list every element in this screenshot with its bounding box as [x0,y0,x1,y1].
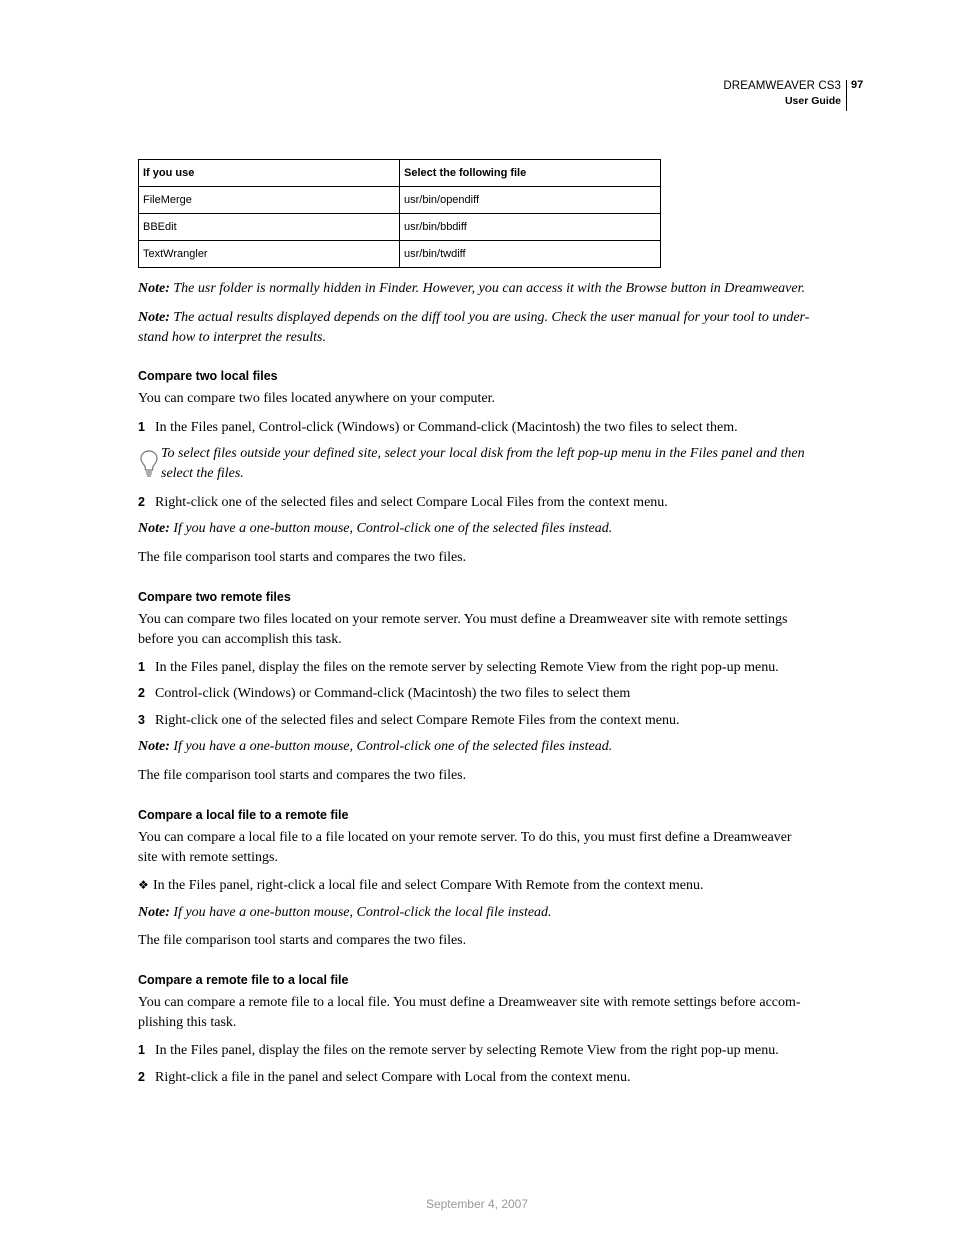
paragraph: You can compare two files located anywhere on your computer. [138,391,496,406]
table-row [139,214,661,241]
paragraph: The file comparison tool starts and compares the two files. [138,768,467,783]
table-cell: usr/bin/opendiff [400,187,661,214]
lightbulb-icon [139,449,159,479]
note-one-button-mouse: Note: If you have a one-button mouse, Control-click one of the selected files instead. [138,739,613,754]
paragraph: You can compare a remote file to a local file. You must define a Dreamweaver site with remote settings before accom- plishing this task. [138,995,801,1030]
table-cell: usr/bin/twdiff [400,241,661,268]
step-item: 1 In the Files panel, Control-click (Windows) or Command-click (Macintosh) the two files to select them. [138,420,738,435]
table-header-row [139,160,661,187]
table-header-cell: Select the following file [400,160,661,187]
section-heading-remote-files: Compare two remote files [138,590,291,604]
header-divider [846,80,847,111]
running-header [723,78,841,108]
paragraph: You can compare a local file to a file located on your remote server. To do this, you must first define a Dreamweaver site with remote settings. [138,830,792,865]
table-header-cell: If you use [139,160,400,187]
bullet-item: ❖ In the Files panel, right-click a local file and select Compare With Remote from the context menu. [138,876,818,896]
diamond-bullet-icon: ❖ [138,878,149,892]
diff-tool-table [138,159,661,268]
note-one-button-mouse: Note: If you have a one-button mouse, Control-click one of the selected files instead. [138,521,613,536]
note-one-button-mouse: Note: If you have a one-button mouse, Control-click the local file instead. [138,905,552,920]
footer-date: September 4, 2007 [425,1197,529,1211]
page-number: 97 [851,79,864,91]
table-row [139,241,661,268]
note-usr-folder: Note: The usr folder is normally hidden in Finder. However, you can access it with the Browse button in Dreamweaver. [138,281,806,296]
step-item: 2 Right-click a file in the panel and select Compare with Local from the context menu. [138,1070,631,1085]
paragraph: The file comparison tool starts and compares the two files. [138,550,467,565]
step-item: 2 Right-click one of the selected files and select Compare Local Files from the context menu. [138,495,668,510]
step-item: 2 Control-click (Windows) or Command-click (Macintosh) the two files to select them [138,686,631,701]
paragraph: You can compare two files located on your remote server. You must define a Dreamweaver site with remote settings before you can accomplish this task. [138,612,788,647]
table-cell: TextWrangler [139,241,400,268]
section-heading-local-to-remote: Compare a local file to a remote file [138,808,349,822]
table-row [139,187,661,214]
table-cell: BBEdit [139,214,400,241]
note-diff-results: Note: The actual results displayed depends on the diff tool you are using. Check the user manual for your tool to under- stand how to interpret the results. [138,310,810,345]
table-cell: FileMerge [139,187,400,214]
paragraph: The file comparison tool starts and compares the two files. [138,933,467,948]
guide-name: User Guide [784,95,841,107]
step-item: 1 In the Files panel, display the files on the remote server by selecting Remote View from the right pop-up menu. [138,1043,779,1058]
step-item: 1 In the Files panel, display the files on the remote server by selecting Remote View from the right pop-up menu. [138,660,779,675]
section-heading-remote-to-local: Compare a remote file to a local file [138,973,349,987]
section-heading-local-files: Compare two local files [138,369,278,383]
table-cell: usr/bin/bbdiff [400,214,661,241]
product-name: DREAMWEAVER CS3 [723,80,841,92]
tip-text: To select files outside your defined site, select your local disk from the left pop-up menu in the Files panel and then select the files. [161,446,805,481]
step-item: 3 Right-click one of the selected files and select Compare Remote Files from the context menu. [138,713,680,728]
